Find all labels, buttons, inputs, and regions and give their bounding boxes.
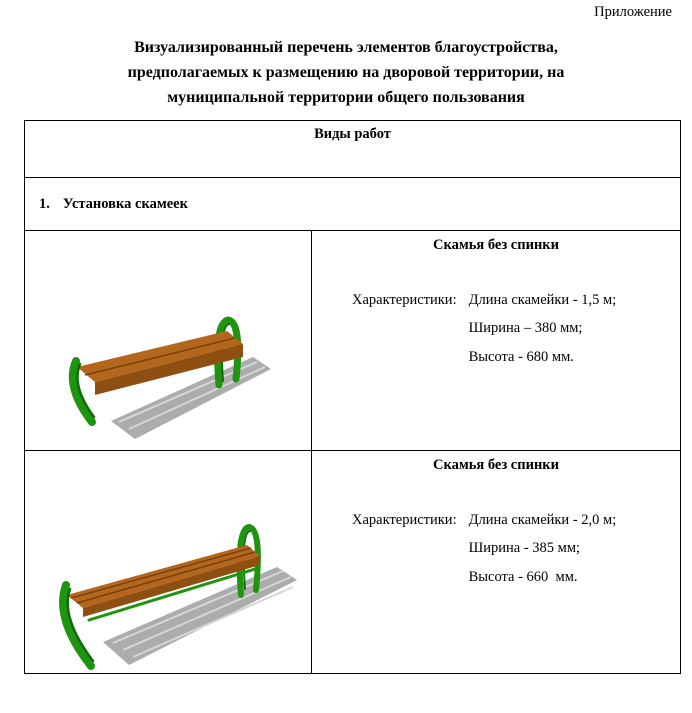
section-label: Установка скамеек — [62, 195, 188, 212]
spec-width: Ширина - 385 мм; — [468, 540, 581, 557]
characteristics-block — [312, 506, 680, 591]
table-header-cell: Виды работ — [25, 121, 680, 178]
bench-without-back-2-0m-image — [25, 451, 312, 672]
bench-without-back-1-5m-image — [25, 231, 312, 450]
characteristics-values — [469, 286, 617, 371]
item-name: Скамья без спинки — [432, 457, 560, 473]
page-title — [0, 36, 692, 110]
table-row — [25, 231, 680, 451]
page-title-line-2: предполагаемых к размещению на дворовой территории, на — [127, 63, 565, 81]
page-title-line-1: Визуализированный перечень элементов благоустройства, — [134, 39, 558, 56]
page-title-line-3: муниципальной территории общего пользования — [167, 88, 525, 106]
characteristics-label: Характеристики: — [352, 292, 457, 308]
characteristics-block — [312, 286, 680, 371]
bench-1-5m-info-cell — [312, 231, 680, 450]
bench-2-0m-image-cell — [25, 451, 312, 673]
spec-length: Длина скамейки - 1,5 м; — [468, 292, 617, 308]
appendix-label: Приложение — [594, 4, 672, 20]
spec-width: Ширина – 380 мм; — [468, 320, 583, 337]
characteristics-label: Характеристики: — [352, 512, 457, 528]
item-name: Скамья без спинки — [432, 237, 560, 253]
section-row-bench-installation — [25, 178, 680, 231]
bench-2-0m-info-cell — [312, 451, 680, 673]
table-row — [25, 451, 680, 673]
characteristics-values — [469, 506, 617, 591]
spec-height: Высота - 660 мм. — [468, 568, 578, 585]
spec-height: Высота - 680 мм. — [468, 348, 574, 365]
work-types-table — [24, 120, 681, 674]
bench-1-5m-image-cell — [25, 231, 312, 450]
section-number: 1. — [39, 195, 50, 212]
spec-length: Длина скамейки - 2,0 м; — [468, 512, 617, 528]
